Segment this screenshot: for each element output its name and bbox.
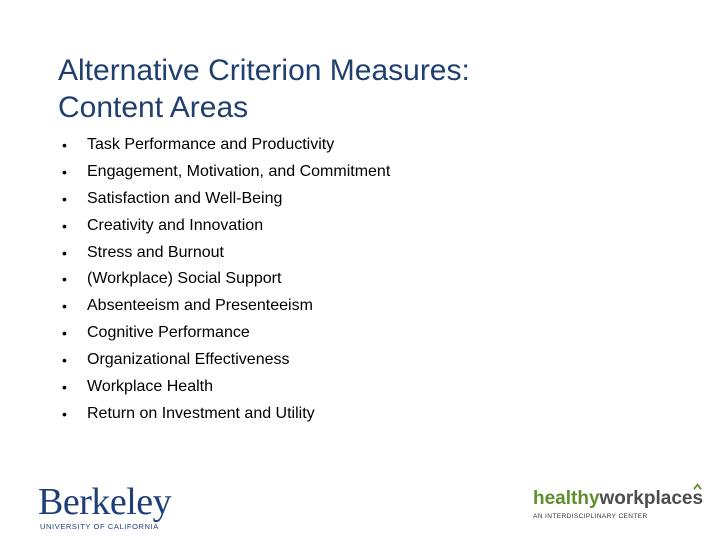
- logo-workplaces-text: workplaces: [599, 488, 704, 509]
- bullet-dot-icon: •: [62, 190, 67, 207]
- bullet-dot-icon: •: [62, 271, 67, 288]
- bullet-dot-icon: •: [62, 405, 67, 422]
- bullet-dot-icon: •: [62, 325, 67, 342]
- bullet-item: [62, 293, 390, 320]
- logo-tagline: AN INTERDISCIPLINARY CENTER: [533, 513, 648, 520]
- bullet-item: [62, 401, 390, 428]
- bullet-dot-icon: •: [62, 379, 67, 396]
- bullet-dot-icon: •: [62, 137, 67, 153]
- bullet-item: [62, 266, 390, 293]
- bullet-text: Cognitive Performance: [87, 324, 250, 342]
- bullet-text: Absenteeism and Presenteeism: [87, 297, 313, 315]
- bullet-text: Workplace Health: [87, 378, 213, 396]
- bullet-item: [62, 347, 390, 374]
- bullet-item: [62, 320, 390, 347]
- bullet-text: Return on Investment and Utility: [87, 404, 315, 422]
- bullet-text: Creativity and Innovation: [87, 216, 264, 234]
- bullet-item: [62, 240, 390, 267]
- slide-title: [58, 52, 658, 126]
- berkeley-logo: [38, 483, 171, 531]
- bullet-item: [62, 213, 390, 240]
- bullet-text: Organizational Effectiveness: [87, 351, 290, 369]
- bullet-list: [62, 132, 390, 428]
- bullet-item: [62, 159, 390, 186]
- bullet-item: [62, 186, 390, 213]
- slide-title-line-1: Alternative Criterion Measures:: [58, 54, 470, 87]
- bullet-dot-icon: •: [62, 217, 67, 234]
- healthy-workplaces-logo: [533, 488, 713, 520]
- bullet-dot-icon: •: [62, 352, 67, 369]
- bullet-text: Satisfaction and Well-Being: [87, 189, 283, 207]
- bullet-text: Engagement, Motivation, and Commitment: [87, 162, 391, 180]
- bullet-dot-icon: •: [62, 298, 67, 315]
- bullet-dot-icon: •: [62, 163, 67, 180]
- bullet-item: [62, 132, 390, 159]
- bullet-text: Stress and Burnout: [87, 243, 224, 261]
- bullet-dot-icon: •: [62, 244, 67, 261]
- bullet-item: [62, 374, 390, 401]
- healthy-workplaces-wordmark: [533, 488, 713, 510]
- roof-caret-icon: [693, 482, 702, 491]
- berkeley-logo-subtitle: UNIVERSITY OF CALIFORNIA: [40, 522, 159, 531]
- bullet-text: (Workplace) Social Support: [87, 270, 282, 288]
- slide-title-line-2: Content Areas: [58, 91, 249, 124]
- bullet-text: Task Performance and Productivity: [87, 136, 335, 153]
- logo-healthy-text: healthy: [533, 488, 600, 509]
- berkeley-logo-wordmark: Berkeley: [38, 481, 172, 523]
